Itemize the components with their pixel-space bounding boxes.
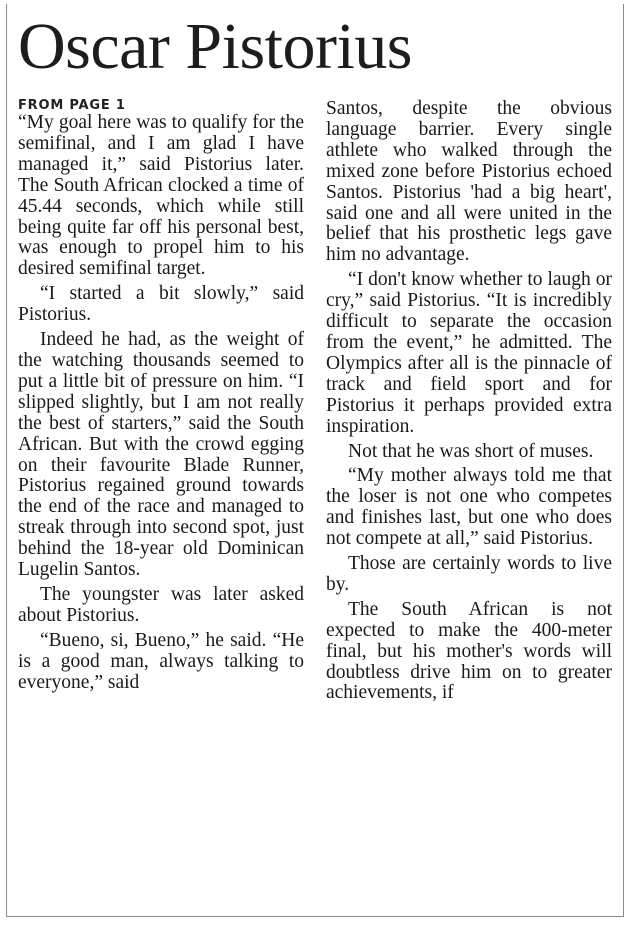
paragraph: Not that he was short of muses.: [348, 440, 594, 462]
paragraph: “My mother always told me that the loser is not one who competes and finishes last, but one who does not compete at all,” said Pistorius.: [326, 465, 612, 550]
column-rule-left: [6, 4, 7, 916]
paragraph: The youngster was later asked about Pistorius.: [18, 583, 304, 626]
paragraph: The South African is not expected to make the 400-meter final, but his mother's words will doubtless drive him on to greater achievements, if: [326, 598, 612, 704]
paragraph: “My goal here was to qualify for the semifinal, and I am glad I have managed it,” said Pistorius later. The South African clocked a time of 45.44 seconds, which while still being quite far off his personal best, was enough to propel him to his desired semifinal target.: [18, 112, 304, 280]
paragraph: “I started a bit slowly,” said Pistorius.: [18, 283, 304, 326]
headline: Oscar Pistorius: [18, 10, 412, 83]
paragraph: “I don't know whether to laugh or cry,” said Pistorius. “It is incredibly difficult to separate the occasion from the event,” he admitted. The Olympics after all is the pinnacle of track and field sport and for Pistorius it perhaps provided extra inspiration.: [326, 269, 612, 437]
article-column-2: [326, 99, 612, 708]
paragraph: “Bueno, si, Bueno,” he said. “He is a good man, always talking to everyone,” said: [18, 629, 304, 693]
article-column-1: [18, 96, 304, 697]
bottom-rule: [6, 916, 624, 917]
paragraph: Indeed he had, as the weight of the watching thousands seemed to put a little bit of pressure on him. “I slipped slightly, but I am not really the best of starters,” said the South African. But with the crowd egging on their favourite Blade Runner, Pistorius regained ground towards the end of the race and managed to streak through into second spot, just behind the 18-year old Dominican Lugelin Santos.: [18, 329, 304, 581]
paragraph: Those are certainly words to live by.: [326, 553, 612, 595]
continued-from-kicker: FROM PAGE 1: [18, 98, 126, 113]
paragraph: Santos, despite the obvious language barrier. Every single athlete who walked through the mixed zone before Pistorius echoed Santos. Pistorius 'had a big heart', said one and all were united in the belief that his prosthetic legs gave him no advantage.: [326, 98, 612, 266]
column-rule-right: [623, 4, 624, 916]
